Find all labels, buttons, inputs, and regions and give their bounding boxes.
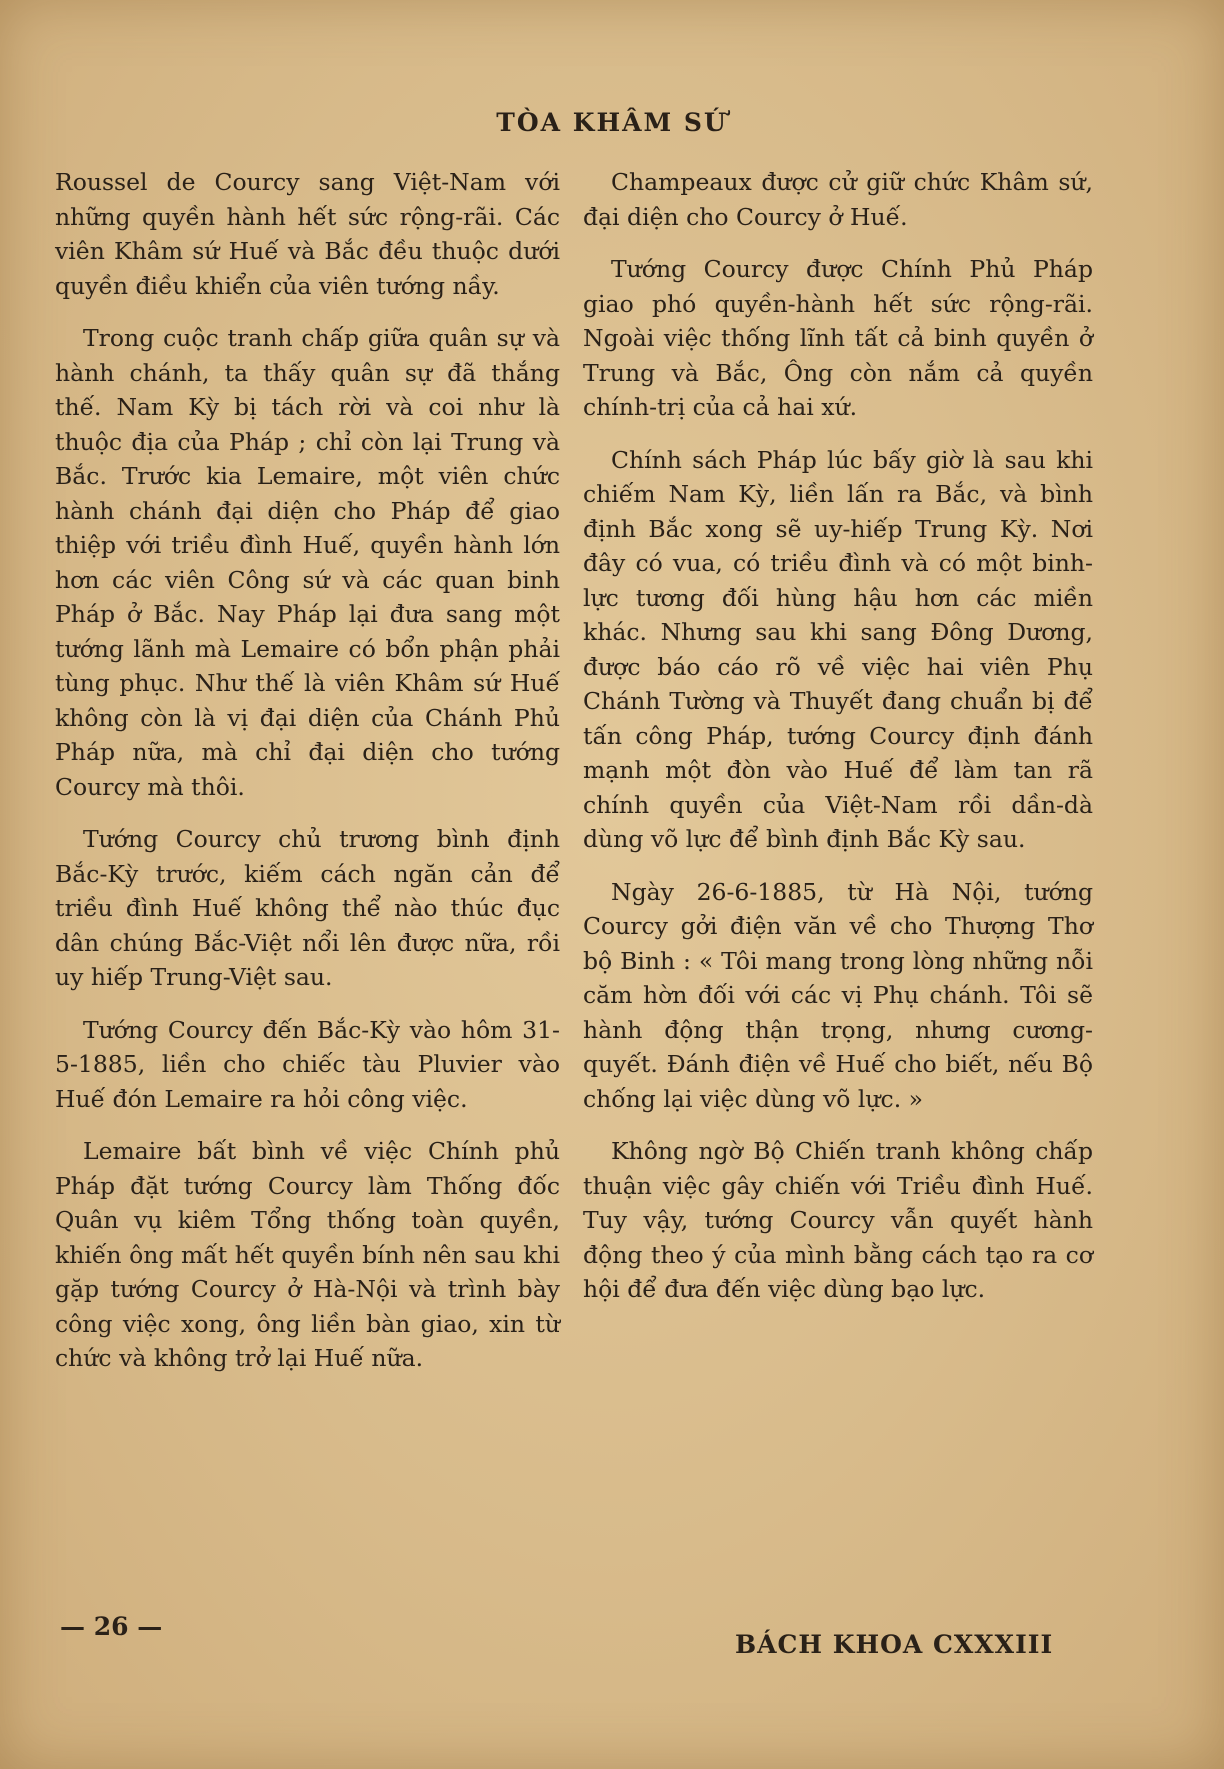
paragraph: Lemaire bất bình về việc Chính phủ Pháp đặt tướng Courcy làm Thống đốc Quân vụ kiêm Tổng thống toàn quyền, khiến ông mất hết quyền bính nên sau khi gặp tướng Courcy ở Hà-Nội và trình bày công việc xong, ông liền bàn giao, xin từ chức và không trở lại Huế nữa.: [55, 1137, 560, 1372]
paragraph: Tướng Courcy chủ trương bình định Bắc-Kỳ trước, kiếm cách ngăn cản để triều đình Huế không thể nào thúc đục dân chúng Bắc-Việt nổi lên được nữa, rồi uy hiếp Trung-Việt sau.: [55, 825, 560, 991]
right-column: [583, 165, 1093, 1325]
running-title: TÒA KHÂM SỨ: [496, 108, 728, 137]
paragraph: Ngày 26-6-1885, từ Hà Nội, tướng Courcy gởi điện văn về cho Thượng Thơ bộ Binh : « Tôi mang trong lòng những nỗi căm hờn đối với các vị Phụ chánh. Tôi sẽ hành động thận trọng, nhưng cương-quyết. Đánh điện về Huế cho biết, nếu Bộ chống lại việc dùng võ lực. »: [583, 877, 1093, 1113]
paragraph: Trong cuộc tranh chấp giữa quân sự và hành chánh, ta thấy quân sự đã thắng thế. Nam Kỳ bị tách rời và coi như là thuộc địa của Pháp ; chỉ còn lại Trung và Bắc. Trước kia Lemaire, một viên chức hành chánh đại diện cho Pháp để giao thiệp với triều đình Huế, quyền hành lớn hơn các viên Công sứ và các quan binh Pháp ở Bắc. Nay Pháp lại đưa sang một tướng lãnh mà Lemaire có bổn phận phải tùng phục. Như thế là viên Khâm sứ Huế không còn là vị đại diện của Chánh Phủ Pháp nữa, mà chỉ đại diện cho tướng Courcy mà thôi.: [55, 324, 560, 801]
paragraph: Tướng Courcy được Chính Phủ Pháp giao phó quyền-hành hết sức rộng-rãi. Ngoài việc thống lĩnh tất cả binh quyền ở Trung và Bắc, Ông còn nắm cả quyền chính-trị của cả hai xứ.: [583, 255, 1093, 421]
page-number: — 26 —: [60, 1612, 163, 1641]
paragraph: Không ngờ Bộ Chiến tranh không chấp thuận việc gây chiến với Triều đình Huế. Tuy vậy, tướng Courcy vẫn quyết hành động theo ý của mình bằng cách tạo ra cơ hội để đưa đến việc dùng bạo lực.: [583, 1137, 1093, 1303]
journal-name: BÁCH KHOA CXXXIII: [735, 1630, 1054, 1659]
left-column: [55, 165, 560, 1394]
paragraph: Champeaux được cử giữ chức Khâm sứ, đại diện cho Courcy ở Huế.: [583, 168, 1093, 231]
paragraph: Chính sách Pháp lúc bấy giờ là sau khi chiếm Nam Kỳ, liền lấn ra Bắc, và bình định Bắc xong sẽ uy-hiếp Trung Kỳ. Nơi đây có vua, có triều đình và có một binh-lực tương đối hùng hậu hơn các miền khác. Nhưng sau khi sang Đông Dương, được báo cáo rõ về việc hai viên Phụ Chánh Tường và Thuyết đang chuẩn bị để tấn công Pháp, tướng Courcy định đánh mạnh một đòn vào Huế để làm tan rã chính quyền của Việt-Nam rồi dần-dà dùng võ lực để bình định Bắc Kỳ sau.: [583, 445, 1093, 853]
paragraph: Tướng Courcy đến Bắc-Kỳ vào hôm 31-5-1885, liền cho chiếc tàu Pluvier vào Huế đón Lemaire ra hỏi công việc.: [55, 1015, 560, 1113]
paragraph: Roussel de Courcy sang Việt-Nam với những quyền hành hết sức rộng-rãi. Các viên Khâm sứ Huế và Bắc đều thuộc dưới quyền điều khiển của viên tướng nầy.: [55, 168, 560, 300]
